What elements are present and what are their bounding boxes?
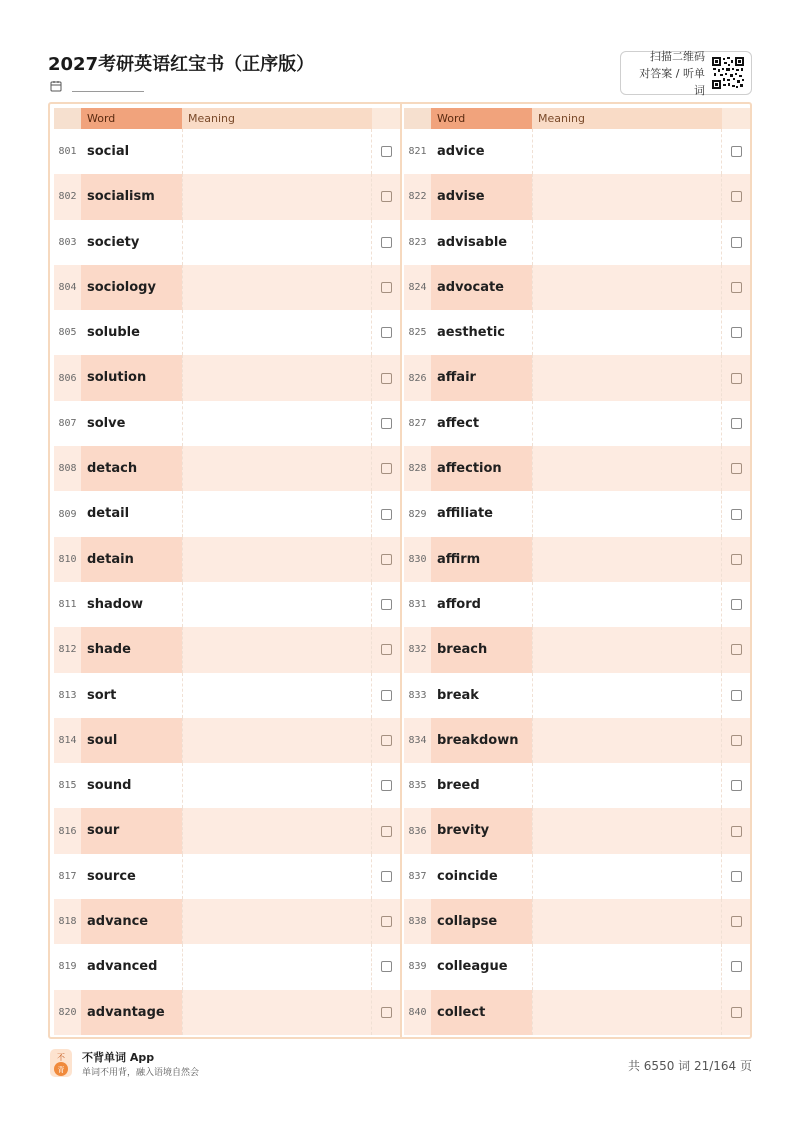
- checkbox-icon[interactable]: [731, 237, 742, 248]
- checkbox-icon[interactable]: [381, 690, 392, 701]
- table-row: [54, 174, 400, 219]
- page-title: 2027考研英语红宝书（正序版）: [48, 54, 315, 75]
- row-check-cell: [372, 509, 400, 520]
- checkbox-icon[interactable]: [381, 644, 392, 655]
- checkbox-icon[interactable]: [381, 509, 392, 520]
- meaning-field[interactable]: [532, 446, 722, 491]
- table-row: [54, 763, 400, 808]
- row-number: 802: [58, 191, 77, 203]
- meaning-field[interactable]: [532, 491, 722, 536]
- meaning-field[interactable]: [182, 129, 372, 174]
- table-row: [54, 990, 400, 1035]
- row-check-cell: [372, 871, 400, 882]
- left-rows: [54, 129, 400, 1035]
- row-number: 837: [408, 870, 427, 882]
- table-row: [54, 265, 400, 310]
- table-row: [54, 537, 400, 582]
- table-row: [404, 808, 750, 853]
- left-column: [54, 108, 400, 1035]
- table-row: [54, 854, 400, 899]
- table-row: [404, 718, 750, 763]
- meaning-field[interactable]: [532, 627, 722, 672]
- row-word: afford: [437, 596, 481, 612]
- meaning-field[interactable]: [532, 174, 722, 219]
- meaning-field[interactable]: [182, 673, 372, 718]
- checkbox-icon[interactable]: [731, 373, 742, 384]
- checkbox-icon[interactable]: [731, 644, 742, 655]
- row-word: soluble: [87, 325, 140, 341]
- meaning-field[interactable]: [182, 401, 372, 446]
- row-word: soul: [81, 718, 182, 763]
- meaning-field[interactable]: [532, 899, 722, 944]
- checkbox-icon[interactable]: [731, 871, 742, 882]
- svg-text:不: 不: [57, 1053, 65, 1062]
- header-meaning: Meaning: [532, 108, 722, 129]
- row-check-cell: [722, 418, 750, 429]
- row-check-cell: [722, 237, 750, 248]
- row-number: 839: [408, 961, 427, 973]
- checkbox-icon[interactable]: [731, 916, 742, 927]
- checkbox-icon[interactable]: [731, 146, 742, 157]
- row-number: 807: [58, 417, 77, 429]
- row-check-cell: [372, 373, 400, 384]
- row-check-cell: [722, 780, 750, 791]
- row-word: breed: [437, 778, 480, 794]
- meaning-field[interactable]: [532, 582, 722, 627]
- row-check-cell: [722, 191, 750, 202]
- table-row: [404, 446, 750, 491]
- checkbox-icon[interactable]: [731, 780, 742, 791]
- row-check-cell: [722, 1007, 750, 1018]
- meaning-field[interactable]: [532, 401, 722, 446]
- row-word: detail: [87, 506, 130, 522]
- table-row: [54, 129, 400, 174]
- date-input-line[interactable]: [72, 91, 144, 92]
- checkbox-icon[interactable]: [731, 418, 742, 429]
- row-number: 821: [408, 146, 427, 158]
- checkbox-icon[interactable]: [381, 418, 392, 429]
- meaning-field[interactable]: [532, 718, 722, 763]
- row-check-cell: [372, 146, 400, 157]
- row-check-cell: [372, 826, 400, 837]
- checkbox-icon[interactable]: [381, 780, 392, 791]
- checkbox-icon[interactable]: [381, 826, 392, 837]
- table-row: [54, 220, 400, 265]
- row-check-cell: [722, 509, 750, 520]
- row-check-cell: [722, 826, 750, 837]
- row-number: 831: [408, 599, 427, 611]
- meaning-field[interactable]: [532, 355, 722, 400]
- row-word: affiliate: [437, 506, 493, 522]
- meaning-field[interactable]: [182, 627, 372, 672]
- meaning-field[interactable]: [182, 944, 372, 989]
- table-row: [404, 673, 750, 718]
- row-number: 819: [58, 961, 77, 973]
- table-row: [54, 673, 400, 718]
- meaning-field[interactable]: [182, 220, 372, 265]
- row-check-cell: [372, 1007, 400, 1018]
- table-row: [54, 718, 400, 763]
- checkbox-icon[interactable]: [381, 237, 392, 248]
- row-check-cell: [372, 644, 400, 655]
- row-check-cell: [372, 599, 400, 610]
- table-header: [404, 108, 750, 129]
- table-row: [54, 310, 400, 355]
- row-number: 824: [408, 282, 427, 294]
- row-word: detach: [81, 446, 182, 491]
- row-number: 820: [58, 1006, 77, 1018]
- meaning-field[interactable]: [532, 220, 722, 265]
- row-check-cell: [722, 690, 750, 701]
- row-number: 838: [408, 916, 427, 928]
- meaning-field[interactable]: [182, 310, 372, 355]
- row-word: breakdown: [431, 718, 532, 763]
- checkbox-icon[interactable]: [731, 1007, 742, 1018]
- meaning-field[interactable]: [532, 944, 722, 989]
- row-number: 806: [58, 372, 77, 384]
- checkbox-icon[interactable]: [381, 373, 392, 384]
- row-word: society: [87, 234, 140, 250]
- checkbox-icon[interactable]: [381, 327, 392, 338]
- checkbox-icon[interactable]: [731, 599, 742, 610]
- header-word: Word: [431, 108, 532, 129]
- row-number: 811: [58, 599, 77, 611]
- table-row: [54, 446, 400, 491]
- qr-line-scan: 扫描二维码: [650, 49, 705, 63]
- row-check-cell: [372, 780, 400, 791]
- row-word: breach: [431, 627, 532, 672]
- row-number: 832: [408, 644, 427, 656]
- checkbox-icon[interactable]: [381, 191, 392, 202]
- meaning-field[interactable]: [182, 537, 372, 582]
- row-number: 803: [58, 236, 77, 248]
- row-word: affirm: [431, 537, 532, 582]
- row-word: advocate: [431, 265, 532, 310]
- meaning-field[interactable]: [182, 491, 372, 536]
- checkbox-icon[interactable]: [731, 735, 742, 746]
- row-word: shade: [81, 627, 182, 672]
- row-number: 801: [58, 146, 77, 158]
- row-word: advice: [437, 144, 485, 159]
- row-number: 815: [58, 780, 77, 792]
- row-word: advanced: [87, 959, 158, 975]
- row-number: 834: [408, 735, 427, 746]
- table-row: [404, 582, 750, 627]
- meaning-field[interactable]: [532, 310, 722, 355]
- checkbox-icon[interactable]: [731, 961, 742, 972]
- checkbox-icon[interactable]: [381, 871, 392, 882]
- calendar-icon: [50, 80, 62, 92]
- table-row: [404, 491, 750, 536]
- checkbox-icon[interactable]: [381, 282, 392, 293]
- table-header: [54, 108, 400, 129]
- checkbox-icon[interactable]: [381, 146, 392, 157]
- row-check-cell: [372, 327, 400, 338]
- row-check-cell: [372, 690, 400, 701]
- row-word: collect: [431, 990, 532, 1035]
- row-number: 835: [408, 780, 427, 792]
- table-row: [404, 537, 750, 582]
- row-number: 816: [58, 825, 77, 837]
- table-row: [54, 899, 400, 944]
- table-row: [404, 310, 750, 355]
- row-check-cell: [722, 282, 750, 293]
- row-number: 827: [408, 417, 427, 429]
- table-row: [404, 763, 750, 808]
- checkbox-icon[interactable]: [731, 509, 742, 520]
- table-row: [404, 627, 750, 672]
- row-word: coincide: [437, 868, 498, 884]
- table-row: [404, 854, 750, 899]
- table-row: [404, 355, 750, 400]
- app-name: 不背单词 App: [82, 1051, 155, 1064]
- checkbox-icon[interactable]: [731, 282, 742, 293]
- checkbox-icon[interactable]: [731, 554, 742, 565]
- row-check-cell: [372, 916, 400, 927]
- row-number: 825: [408, 327, 427, 339]
- row-number: 833: [408, 689, 427, 701]
- meaning-field[interactable]: [182, 265, 372, 310]
- row-number: 830: [408, 553, 427, 565]
- row-word: advise: [431, 174, 532, 219]
- checkbox-icon[interactable]: [381, 961, 392, 972]
- table-row: [54, 808, 400, 853]
- row-word: advance: [81, 899, 182, 944]
- row-word: collapse: [431, 899, 532, 944]
- page-info: 共 6550 词 21/164 页: [627, 1059, 752, 1073]
- qr-code-icon[interactable]: [711, 56, 745, 90]
- checkbox-icon[interactable]: [381, 1007, 392, 1018]
- row-word: aesthetic: [437, 325, 505, 341]
- meaning-field[interactable]: [182, 718, 372, 763]
- meaning-field[interactable]: [532, 854, 722, 899]
- header-meaning: Meaning: [182, 108, 372, 129]
- checkbox-icon[interactable]: [381, 735, 392, 746]
- row-number: 828: [408, 463, 427, 475]
- right-rows: [404, 129, 750, 1035]
- row-word: sound: [87, 778, 132, 794]
- checkbox-icon[interactable]: [731, 191, 742, 202]
- row-word: sociology: [81, 265, 182, 310]
- row-number: 823: [408, 236, 427, 248]
- row-number: 813: [58, 689, 77, 701]
- meaning-field[interactable]: [532, 265, 722, 310]
- checkbox-icon[interactable]: [731, 327, 742, 338]
- checkbox-icon[interactable]: [381, 554, 392, 565]
- checkbox-icon[interactable]: [381, 599, 392, 610]
- row-check-cell: [722, 373, 750, 384]
- row-check-cell: [722, 871, 750, 882]
- table-row: [54, 491, 400, 536]
- meaning-field[interactable]: [532, 129, 722, 174]
- meaning-field[interactable]: [532, 808, 722, 853]
- meaning-field[interactable]: [532, 673, 722, 718]
- row-word: advisable: [437, 234, 508, 250]
- row-check-cell: [722, 554, 750, 565]
- row-word: source: [87, 868, 136, 884]
- row-word: solution: [81, 355, 182, 400]
- row-check-cell: [722, 916, 750, 927]
- row-word: solve: [87, 415, 126, 431]
- app-tagline: 单词不用背，融入语境自然会: [82, 1068, 200, 1078]
- row-word: affect: [437, 415, 480, 431]
- row-word: shadow: [87, 596, 144, 612]
- meaning-field[interactable]: [182, 990, 372, 1035]
- row-number: 836: [408, 825, 427, 837]
- table-row: [404, 129, 750, 174]
- word-table: [48, 102, 752, 1039]
- row-number: 829: [408, 508, 427, 520]
- row-check-cell: [372, 191, 400, 202]
- checkbox-icon[interactable]: [731, 826, 742, 837]
- row-check-cell: [372, 554, 400, 565]
- row-word: sort: [87, 687, 117, 703]
- row-check-cell: [372, 282, 400, 293]
- row-check-cell: [722, 961, 750, 972]
- table-row: [54, 582, 400, 627]
- row-number: 826: [408, 372, 427, 384]
- svg-text:背: 背: [57, 1066, 65, 1074]
- row-check-cell: [722, 463, 750, 474]
- row-number: 805: [58, 327, 77, 339]
- qr-line-answers: 对答案 / 听单词: [639, 66, 705, 97]
- table-row: [404, 944, 750, 989]
- meaning-field[interactable]: [532, 537, 722, 582]
- row-word: sour: [81, 808, 182, 853]
- column-divider: [400, 104, 402, 1037]
- meaning-field[interactable]: [182, 582, 372, 627]
- table-row: [404, 401, 750, 446]
- meaning-field[interactable]: [182, 355, 372, 400]
- row-number: 840: [408, 1006, 427, 1018]
- checkbox-icon[interactable]: [381, 463, 392, 474]
- meaning-field[interactable]: [182, 446, 372, 491]
- row-number: 814: [58, 735, 77, 746]
- row-check-cell: [722, 146, 750, 157]
- meaning-field[interactable]: [532, 990, 722, 1035]
- row-word: brevity: [431, 808, 532, 853]
- table-row: [54, 944, 400, 989]
- meaning-field[interactable]: [182, 808, 372, 853]
- row-number: 822: [408, 191, 427, 203]
- table-row: [404, 174, 750, 219]
- app-logo-icon: [50, 1049, 72, 1077]
- row-check-cell: [372, 463, 400, 474]
- row-check-cell: [722, 327, 750, 338]
- row-word: break: [437, 687, 479, 703]
- row-check-cell: [372, 961, 400, 972]
- table-row: [54, 355, 400, 400]
- row-word: detain: [81, 537, 182, 582]
- table-row: [54, 627, 400, 672]
- row-word: social: [87, 144, 130, 159]
- meaning-field[interactable]: [182, 174, 372, 219]
- header-word: Word: [81, 108, 182, 129]
- row-number: 817: [58, 870, 77, 882]
- checkbox-icon[interactable]: [731, 463, 742, 474]
- row-word: affair: [431, 355, 532, 400]
- qr-panel[interactable]: [620, 51, 752, 95]
- row-number: 809: [58, 508, 77, 520]
- row-check-cell: [722, 735, 750, 746]
- row-number: 810: [58, 553, 77, 565]
- row-check-cell: [722, 644, 750, 655]
- row-word: advantage: [81, 990, 182, 1035]
- meaning-field[interactable]: [532, 763, 722, 808]
- row-word: socialism: [81, 174, 182, 219]
- date-row: [50, 80, 144, 92]
- meaning-field[interactable]: [182, 899, 372, 944]
- table-row: [54, 401, 400, 446]
- row-word: affection: [431, 446, 532, 491]
- row-number: 818: [58, 916, 77, 928]
- right-column: [404, 108, 750, 1035]
- row-check-cell: [372, 237, 400, 248]
- meaning-field[interactable]: [182, 854, 372, 899]
- row-number: 808: [58, 463, 77, 475]
- table-row: [404, 265, 750, 310]
- row-check-cell: [722, 599, 750, 610]
- row-check-cell: [372, 735, 400, 746]
- checkbox-icon[interactable]: [731, 690, 742, 701]
- checkbox-icon[interactable]: [381, 916, 392, 927]
- table-row: [404, 990, 750, 1035]
- row-word: colleague: [437, 959, 508, 975]
- row-number: 812: [58, 644, 77, 656]
- meaning-field[interactable]: [182, 763, 372, 808]
- table-row: [404, 220, 750, 265]
- row-check-cell: [372, 418, 400, 429]
- table-row: [404, 899, 750, 944]
- row-number: 804: [58, 282, 77, 294]
